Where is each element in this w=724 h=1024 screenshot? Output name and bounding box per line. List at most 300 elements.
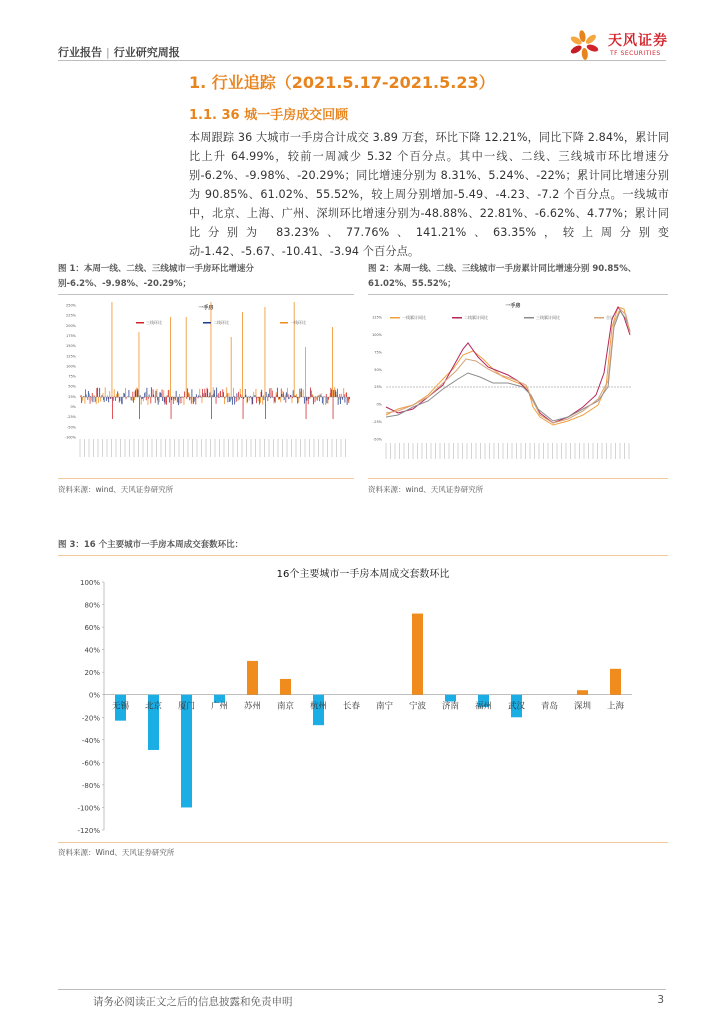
figure1-bar [189,394,190,397]
figure1-bar [82,397,83,401]
figure3-bar-10 [445,695,456,702]
section-title: 1. 行业追踪（2021.5.17-2021.5.23） [189,73,495,92]
figure3-y-tick-label: 100% [79,579,100,587]
figure1-bar [339,394,340,397]
figure1-bar [332,327,333,397]
figure1-bar [277,388,278,397]
figure1-bar [209,392,210,397]
figure1-bar [142,397,143,399]
figure1-y-tick-label: -50% [66,425,76,430]
header-breadcrumb [58,44,180,60]
figure1-y-tick-label: 75% [68,374,76,379]
figure1-bar [319,397,320,401]
figure1-bar [281,394,282,397]
figure3-category-label: 无锡 [111,701,130,712]
figure3-category-label: 南京 [276,701,295,712]
figure1-bottom-rule [58,478,354,479]
figure1-bar [247,397,248,402]
figure1-bar [97,388,98,397]
figure1-bar [139,332,140,397]
logo-name: 天风证券 [608,33,668,49]
figure1-bar [88,391,89,397]
figure1-bar [322,397,323,403]
figure1-bar [132,392,133,397]
figure1-bar [148,397,149,399]
figure1-bar [325,397,326,405]
figure3-chart [58,560,668,840]
figure1-bar [243,397,244,419]
figure2-legend-2: 二线累计同比 [464,315,488,320]
figure3-y-tick-label: -20% [81,714,100,723]
figure1-bar [256,389,257,397]
figure1-bar [104,397,105,402]
figure1-bar [229,393,230,397]
figure1-bar [211,397,212,419]
figure2-y-tick-label: -50% [372,437,382,442]
figure1-bar [234,397,235,404]
figure1-bar [184,391,185,397]
figure1-legend-swatch-3 [136,322,144,324]
figure2-x-axis [386,443,629,459]
figure1-y-tick-label: 25% [68,394,76,399]
figure2-legend-swatch-1 [390,317,400,319]
page-number: 3 [657,994,664,1006]
figure3-category-label: 广州 [210,701,229,712]
figure1-bar [101,395,102,397]
figure1-bar [134,397,135,400]
figure2-line-1 [386,307,630,425]
figure1-bar [232,397,233,405]
figure1-bar [140,395,141,397]
figure1-bar [315,397,316,402]
figure1-caption-rule [58,294,354,295]
figure1-bar [313,397,314,404]
figure1-bar [128,390,129,397]
figure1-bar [126,397,127,399]
figure1-bar [243,397,244,399]
figure1-bar [90,397,91,404]
figure1-bar [146,397,147,400]
header-category: 行业报告 [58,46,102,59]
figure1-legend-1: 一线环比 [290,320,306,325]
figure1-bar [181,397,182,403]
figure1-bar [272,391,273,397]
figure1-y-tick-label: 225% [65,313,76,318]
figure1-bar [239,397,240,400]
figure1-bar [103,393,104,397]
figure1-bar [166,397,167,405]
figure1-bar [198,395,199,397]
figure1-y-tick-label: -100% [64,435,76,440]
figure1-y-tick-label: 200% [65,323,76,328]
figure1-bar [342,397,343,400]
figure1-bar [339,397,340,400]
figure1-bar [108,397,109,402]
figure1-legend-swatch-2 [203,322,211,324]
figure1-bar [203,393,204,397]
figure3-category-label: 北京 [144,701,163,712]
figure2-legend-swatch-2 [452,317,462,319]
figure1-bar [265,397,266,419]
header-separator: | [106,46,110,59]
figure1-bar [176,391,177,397]
figure1-bar [299,388,300,397]
figure1-bar [131,397,132,400]
figure3-source: 资料来源：Wind、天风证券研究所 [58,848,175,857]
figure1-bar [117,391,118,397]
figure1-bar [162,389,163,397]
figure1-bar [259,397,260,405]
figure1-bar [150,397,151,403]
figure1-y-tick-label: 0% [70,405,76,410]
figure1-y-axis [65,304,77,440]
figure1-bar [186,317,187,397]
figure1-bar [87,397,88,400]
figure3-y-tick-label: 60% [84,624,100,633]
figure1-bar [145,392,146,397]
figure1-bar [216,397,217,404]
figure3-bar-14 [577,690,588,695]
figure3-y-tick-label: 0% [88,691,100,700]
figure1-bar [262,397,263,405]
figure3-category-label: 济南 [441,701,460,712]
figure2-line-4 [386,309,630,423]
figure1-bar [227,393,228,397]
figure2-y-tick-label: 0% [376,402,382,407]
figure1-y-tick-label: 100% [65,364,76,369]
figure3-category-label: 厦门 [177,701,196,712]
figure3-category-label: 福州 [474,701,493,712]
figure3-y-tick-label: -80% [81,781,100,790]
figure1-bar [265,307,266,397]
figure1-bar [135,390,136,397]
figure1-bar [267,397,268,401]
figure3-caption: 图 3：16 个主要城市一手房本周成交套数环比： [58,540,244,550]
figure1-bar [285,395,286,397]
figure1-bar [115,397,116,401]
figure1-bar [252,397,253,404]
figure3-bar-4 [247,661,258,695]
figure1-bar [295,396,296,397]
figure3-category-label: 宁波 [408,701,427,712]
figure1-bar [218,393,219,397]
figure1-bar [341,394,342,397]
footer-divider [58,989,666,990]
figure1-bar [160,393,161,397]
figure3-y-tick-label: -60% [81,759,100,768]
figure1-bar [296,394,297,397]
figure1-bar [253,392,254,397]
figure1-chart-title: 一手房 [198,305,214,311]
figure1-bar [81,395,82,397]
figure1-bar [344,394,345,397]
figure1-bar [275,397,276,403]
figure1-bar [157,389,158,397]
figure1-bar [195,397,196,405]
figure1-bar [170,317,171,397]
figure1-bar [290,395,291,397]
figure1-bar [261,390,262,397]
figure1-bar [163,390,164,397]
figure1-bar [346,392,347,397]
figure1-bar [178,397,179,405]
figure1-bar [184,397,185,405]
figure1-y-tick-label: 150% [65,344,76,349]
figure1-bar [122,397,123,404]
figure1-bar [114,389,115,397]
figure1-legend-3: 三线环比 [146,320,162,325]
figure2-chart [368,297,668,467]
figure1-bar [225,397,226,398]
figure1-bar [333,390,334,397]
figure2-y-tick-label: 100% [371,332,382,337]
figure1-bar [151,387,152,397]
section-subtitle: 1.1. 36 城一手房成交回顾 [189,108,349,123]
figure1-bar [270,388,271,397]
figure1-bar [279,397,280,399]
figure1-bar [187,388,188,397]
figure1-bar [86,394,87,397]
figure2-caption: 图 2：本周一线、二线、三线城市一手房累计同比增速分别 90.85%、61.02%、55.52%； [368,264,637,289]
figure1-bar [100,397,101,402]
figure1-bar [137,390,138,397]
figure1-bar [171,397,172,419]
figure1-bar [326,397,327,403]
figure1-bar [179,394,180,397]
figure1-bar [107,395,108,397]
figure1-bar [125,388,126,397]
figure1-bar [139,397,140,419]
figure3-y-tick-label: -100% [77,804,100,813]
figure1-bar [340,397,341,404]
figure2-y-tick-label: 125% [371,315,382,320]
figure1-caption: 图 1：本周一线、二线、三线城市一手房环比增速分别-6.2%、-9.98%、-20.29%； [58,264,254,289]
figure3-category-label: 武汉 [507,701,526,712]
figure2-line-2 [386,307,630,423]
figure1-bar [328,397,329,400]
figure2-line-3 [386,311,630,421]
figure1-bar [96,397,97,404]
footer-disclaimer: 请务必阅读正文之后的信息披露和免责申明 [93,996,293,1008]
figure1-y-tick-label: 175% [65,333,76,338]
figure1-bar [319,395,320,397]
figure1-bar [159,397,160,402]
figure3-category-label: 青岛 [540,701,559,712]
figure1-bar [124,393,125,397]
figure3-y-tick-label: 20% [84,669,100,678]
figure1-bar [297,397,298,404]
figure3-bottom-rule [58,842,668,843]
figure1-bar [132,397,133,401]
figure1-bar [171,397,172,400]
figure2-series [386,307,630,425]
figure1-bar [349,397,350,399]
figure1-bar [320,395,321,397]
figure1-bar [89,393,90,397]
header-subcategory: 行业研究周报 [113,46,180,59]
figure3-caption-rule [58,555,668,556]
figure1-bar [284,397,285,400]
figure2-y-tick-label: 75% [374,350,382,355]
figure1-bar [212,395,213,397]
figure1-bar [288,394,289,397]
figure1-x-axis [80,439,346,457]
figure1-bar [95,397,96,402]
figure1-bar [240,394,241,397]
figure1-legend [136,319,306,325]
figure3-y-tick-label: 40% [84,646,100,655]
figure1-legend-2: 二线环比 [213,320,229,325]
figure1-bar [194,397,195,402]
figure1-bar [99,388,100,397]
figure1-bar [153,395,154,397]
figure1-bar [146,388,147,397]
figure3-x-axis [112,701,625,712]
figure1-bar [286,392,287,397]
figure1-bar [191,389,192,397]
figure1-bar [81,397,82,403]
figure1-bar [306,397,307,401]
figure1-bar [256,397,257,403]
figure1-bar [227,397,228,402]
logo-subtitle: TF SECURITIES [610,50,661,57]
figure1-bar [112,302,113,397]
figure2-y-axis [372,316,383,442]
figure1-bar [280,397,281,402]
figure3-bar-9 [412,614,423,695]
figure3-y-tick-label: 80% [84,601,100,610]
figure1-bar [333,397,334,419]
figure1-bar [155,397,156,403]
figure1-bar [263,395,264,397]
figure1-bar [109,391,110,397]
figure1-bar [202,397,203,403]
figure1-bar [85,397,86,404]
figure1-bar [106,397,107,401]
figure3-y-tick-label: -120% [77,827,100,835]
figure2-chart-title: 一手房 [505,303,521,309]
figure1-bar [331,389,332,397]
figure1-bar [233,388,234,397]
figure1-bar [236,397,237,402]
figure2-y-tick-label: 50% [374,367,382,372]
figure2-legend-swatch-4 [594,317,604,319]
figure1-bar [118,393,119,397]
figure1-bar [308,397,309,399]
figure1-bar [191,397,192,404]
figure1-bar [223,392,224,397]
figure1-bar [92,393,93,397]
figure1-bar [189,397,190,400]
figure1-bar [317,397,318,401]
figure3-bar-5 [280,679,291,695]
figure1-bar [164,397,165,404]
figure1-bar [230,397,231,401]
figure2-bottom-rule [368,478,668,479]
figure1-bar [205,393,206,397]
figure1-bar [260,397,261,403]
header-divider [58,60,666,61]
figure2-legend-3: 三线累计同比 [536,315,560,320]
figure1-bar [110,397,111,399]
figure1-bar [211,302,212,397]
figure3-category-label: 南宁 [375,701,394,712]
figure2-y-tick-label: -25% [372,420,382,425]
figure2-legend-1: 一线累计同比 [402,315,426,320]
figure1-chart [58,297,354,467]
figure1-source: 资料来源：wind、天风证券研究所 [58,485,174,494]
figure1-bar [347,397,348,405]
figure1-bar [337,389,338,397]
figure1-bar [133,397,134,403]
figure1-bar [254,395,255,397]
figure1-bar [326,394,327,397]
figure1-bar [285,397,286,403]
figure1-bar [311,390,312,397]
figure1-bar [169,397,170,402]
figure1-bar [245,395,246,397]
figure2-legend-swatch-3 [524,317,534,319]
figure1-bar [312,395,313,397]
figure1-bar [344,397,345,403]
figure1-bar [149,395,150,397]
figure1-bar [266,392,267,397]
figure1-bar [167,395,168,397]
figure2-y-tick-label: 25% [374,385,382,390]
figure1-y-tick-label: -25% [66,415,76,420]
figure1-bar [158,397,159,405]
figure1-bar [231,337,232,397]
figure1-bar [116,394,117,397]
figure2-source: 资料来源：wind、天风证券研究所 [368,485,484,494]
figure1-bar [238,392,239,397]
figure1-bar [304,397,305,404]
figure1-bar [214,390,215,397]
figure1-bar [91,397,92,401]
section-paragraph: 本周跟踪 36 大城市一手房合计成交 3.89 万套，环比下降 12.21%，同比下降 2.84%，累计同比上升 64.99%，较前一周减少 5.32 个百分点。其中一线、二线、三线城市环比增速分别-6.2%、-9.98%、-20.29%；同比增速分别为 8.31%、5.24%、-22%；累计同比增速分别为 90.85%、61.02%、55.52%，较上周分别增加-5.49、-4.23、-7.2 个百分点。一线城市中，北京、上海、广州、深圳环比增速分别为-48.88%、22.81%、-6.62%、4.77%；累计同比分别为 83.23%、77.76%、141.21%、63.35%，较上周分别变动-1.42、-5.67、-10.41、-3.94 个百分点。 [189,131,669,258]
figure1-bar [323,397,324,405]
figure1-bar [310,397,311,399]
figure1-y-tick-label: 50% [68,384,76,389]
figure1-bar [92,397,93,402]
figure1-bar [175,397,176,400]
figure1-y-tick-label: 125% [65,354,76,359]
figure1-bar [303,390,304,397]
figure2-caption-rule [368,294,668,295]
figure3-category-label: 杭州 [309,701,328,712]
figure1-bar [238,397,239,401]
figure1-bar [289,397,290,399]
figure3-bar-15 [610,669,621,695]
figure1-bar [263,397,264,400]
figure1-bar [113,397,114,401]
figure1-bar [155,391,156,397]
figure1-bar [173,397,174,399]
figure1-bar [216,388,217,397]
figure1-bar [335,392,336,397]
figure1-bar [200,396,201,397]
figure1-bar [288,397,289,399]
figure3-category-label: 深圳 [573,701,592,712]
figure1-bar [283,392,284,397]
figure3-category-label: 上海 [606,701,625,712]
figure1-bar [162,397,163,401]
figure1-bar [144,393,145,397]
figure1-bar [305,347,306,397]
figure1-bar [180,397,181,404]
figure1-bar [338,397,339,405]
figure1-bar [196,394,197,397]
